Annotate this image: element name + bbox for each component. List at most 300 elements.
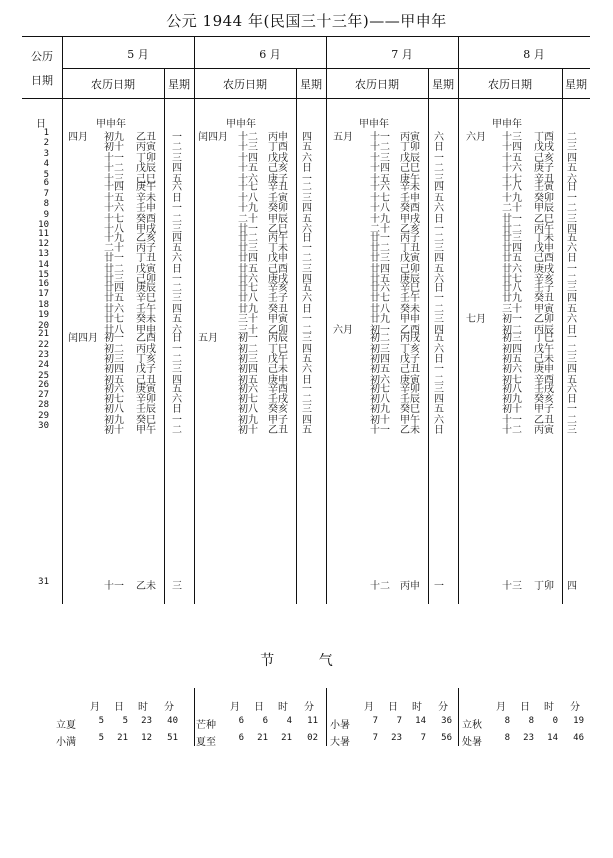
lunar-day: 初六: [370, 374, 390, 386]
solar-term-value: 21: [281, 733, 292, 743]
solar-term-value: 5: [98, 733, 104, 743]
weekday: 一: [434, 152, 444, 164]
weekday: 二: [434, 163, 444, 175]
ganzhi: 壬寅: [534, 182, 554, 194]
weekday: 一: [172, 274, 182, 286]
weekday: 四: [567, 223, 577, 235]
gregorian-day: 26: [38, 379, 49, 390]
ganzhi: 辛亥: [268, 282, 288, 294]
weekday: 二: [567, 203, 577, 215]
weekday: 六: [172, 182, 182, 194]
weekday: 三: [172, 581, 182, 592]
lunar-day: 廿二: [238, 232, 258, 244]
ganzhi: 庚午: [400, 173, 420, 185]
solar-term-col-header: 月: [364, 702, 374, 713]
ganzhi: 癸卯: [534, 192, 554, 204]
ganzhi: 戊子: [136, 364, 156, 376]
solar-term-value: 46: [573, 733, 584, 743]
weekday: 六: [302, 293, 312, 305]
month-header: 7 月: [391, 48, 413, 61]
weekday: 四: [434, 253, 444, 265]
ganzhi: 戊寅: [400, 253, 420, 265]
weekday: 六: [434, 203, 444, 215]
ganzhi: 丙子: [136, 243, 156, 254]
lunar-day: 廿四: [104, 282, 124, 294]
weekday: 三: [434, 173, 444, 185]
ganzhi: 壬午: [400, 293, 420, 305]
weekday: 一: [302, 243, 312, 254]
lunar-day: 十七: [370, 192, 390, 204]
lunar-day: 十三: [370, 152, 390, 164]
ganzhi: 壬辰: [400, 393, 420, 405]
ganzhi: 癸亥: [534, 393, 554, 405]
weekday: 五: [302, 425, 312, 437]
weekday: 五: [567, 303, 577, 315]
weekday: 五: [172, 383, 182, 395]
top-rule: [22, 36, 590, 37]
ganzhi: 丁酉: [268, 142, 288, 154]
lunar-day: 廿二: [104, 263, 124, 275]
ganzhi: 壬申: [400, 192, 420, 204]
weekday: 一: [434, 293, 444, 305]
ganzhi: 丁巳: [268, 343, 288, 355]
weekday: 六: [567, 173, 577, 185]
col-divider: [458, 36, 459, 604]
ganzhi: 己酉: [534, 253, 554, 265]
lunar-day: 初二: [370, 333, 390, 345]
ganzhi: 癸丑: [534, 293, 554, 305]
lunar-date-header: 农历日期: [91, 78, 135, 91]
ganzhi: 丙寅: [534, 425, 554, 437]
lunar-day: 十八: [238, 192, 258, 204]
gregorian-day: 13: [38, 249, 49, 260]
lunar-day: 廿七: [502, 274, 522, 286]
ganzhi: 乙卯: [534, 314, 554, 326]
ganzhi: 甲戌: [136, 223, 156, 235]
gregorian-day: 15: [38, 270, 49, 281]
ganzhi: 戊申: [268, 253, 288, 265]
ganzhi: 庚辰: [136, 282, 156, 294]
solar-term-col-header: 日: [114, 702, 124, 713]
lunar-day: 十一: [104, 581, 124, 592]
ganzhi: 甲申: [136, 324, 156, 336]
ganzhi: 庚子: [268, 173, 288, 185]
weekday: 三: [172, 293, 182, 305]
solar-term-col-header: 月: [230, 702, 240, 713]
lunar-day: 初九: [238, 414, 258, 426]
lunar-day: 十九: [238, 203, 258, 215]
weekday: 六: [434, 132, 444, 143]
weekday: 五: [567, 232, 577, 244]
weekday: 二: [172, 142, 182, 154]
ganzhi: 乙亥: [400, 223, 420, 235]
ganzhi: 庚辰: [400, 274, 420, 286]
lunar-day: 廿四: [238, 253, 258, 265]
ganzhi: 甲辰: [534, 203, 554, 215]
ganzhi: 壬辰: [136, 404, 156, 416]
weekday: 四: [567, 581, 577, 592]
ganzhi: 壬子: [534, 282, 554, 294]
gregorian-day: 24: [38, 360, 49, 371]
col-divider: [164, 68, 165, 604]
col-divider: [562, 68, 563, 604]
solar-term-value: 5: [122, 716, 128, 726]
ganzhi: 癸未: [400, 303, 420, 315]
lunar-day: 初一: [370, 324, 390, 336]
lunar-day: 初十: [104, 142, 124, 154]
ganzhi: 辛酉: [534, 374, 554, 386]
weekday: 日: [434, 213, 444, 225]
corner-date-label: 日期: [31, 74, 53, 87]
ganzhi: 甲寅: [268, 314, 288, 326]
ganzhi: 壬戌: [268, 393, 288, 405]
lunar-month-marker: 六月: [333, 324, 353, 336]
ganzhi: 丙戌: [136, 343, 156, 355]
solar-term-col-header: 分: [438, 702, 448, 713]
solar-term-value: 36: [441, 716, 452, 726]
weekday: 日: [302, 374, 312, 386]
ganzhi: 癸亥: [268, 404, 288, 416]
lunar-day: 初八: [502, 383, 522, 395]
lunar-day: 十二: [238, 132, 258, 143]
ganzhi: 己丑: [400, 364, 420, 376]
lunar-day: 十四: [502, 142, 522, 154]
lunar-day: 廿九: [238, 303, 258, 315]
lunar-day: 初五: [370, 364, 390, 376]
ganzhi: 辛未: [136, 192, 156, 204]
solar-term-value: 7: [396, 716, 402, 726]
ganzhi: 己亥: [534, 152, 554, 164]
lunar-month-marker: 闰四月: [198, 132, 228, 143]
lunar-day: 廿四: [502, 243, 522, 254]
lunar-day: 廿三: [238, 243, 258, 254]
solar-term-value: 6: [262, 716, 268, 726]
day-label: 日: [36, 119, 46, 130]
ganzhi: 乙丑: [534, 414, 554, 426]
weekday: 五: [567, 163, 577, 175]
lunar-day: 廿八: [370, 303, 390, 315]
lunar-date-header: 农历日期: [488, 78, 532, 91]
lunar-day: 十六: [502, 163, 522, 175]
lunar-day: 初六: [238, 383, 258, 395]
lunar-day: 初三: [502, 333, 522, 345]
lunar-day: 十二: [370, 581, 390, 592]
solar-term-value: 19: [573, 716, 584, 726]
weekday: 日: [434, 354, 444, 365]
year-label: 甲申年: [492, 119, 522, 130]
ganzhi: 壬申: [136, 203, 156, 215]
lunar-day: 十九: [370, 213, 390, 225]
solar-term-value: 5: [98, 716, 104, 726]
corner-gregorian-label: 公历: [31, 50, 53, 63]
lunar-month-marker: 五月: [333, 132, 353, 143]
lunar-day: 初九: [370, 404, 390, 416]
ganzhi: 戊申: [534, 243, 554, 254]
ganzhi: 丁未: [534, 232, 554, 244]
weekday: 二: [172, 425, 182, 437]
ganzhi: 癸未: [136, 314, 156, 326]
weekday: 日: [302, 232, 312, 244]
weekday: 六: [172, 393, 182, 405]
weekday: 五: [302, 282, 312, 294]
weekday: 二: [302, 393, 312, 405]
month-header: 8 月: [523, 48, 545, 61]
solar-term-value: 40: [167, 716, 178, 726]
lunar-month-marker: 闰四月: [68, 333, 98, 345]
weekday: 一: [172, 414, 182, 426]
lunar-day: 廿七: [104, 314, 124, 326]
lunar-day: 初三: [370, 343, 390, 355]
gregorian-day: 11: [38, 228, 49, 239]
solar-term-value: 8: [528, 716, 534, 726]
weekday: 日: [434, 282, 444, 294]
weekday: 三: [302, 333, 312, 345]
lunar-day: 初二: [502, 324, 522, 336]
lunar-date-header: 农历日期: [355, 78, 399, 91]
ganzhi: 乙酉: [400, 324, 420, 336]
solar-term-col-header: 月: [496, 702, 506, 713]
gregorian-day: 23: [38, 350, 49, 360]
gregorian-day: 3: [43, 148, 49, 159]
ganzhi: 丙寅: [400, 132, 420, 143]
weekday: 四: [567, 364, 577, 376]
lunar-day: 十五: [370, 173, 390, 185]
ganzhi: 丁亥: [400, 343, 420, 355]
lunar-day: 初五: [238, 374, 258, 386]
ganzhi: 丁丑: [400, 243, 420, 254]
ganzhi: 丁卯: [534, 581, 554, 592]
weekday: 六: [567, 314, 577, 326]
ganzhi: 己亥: [268, 163, 288, 175]
weekday: 六: [434, 414, 444, 426]
weekday: 五: [302, 354, 312, 365]
weekday: 五: [302, 142, 312, 154]
weekday: 六: [434, 274, 444, 286]
lunar-day: 初七: [238, 393, 258, 405]
weekday-header: 星期: [565, 78, 587, 91]
lunar-day: 初七: [370, 383, 390, 395]
weekday: 五: [172, 314, 182, 326]
weekday: 二: [567, 132, 577, 143]
ganzhi: 己卯: [136, 274, 156, 286]
weekday: 一: [434, 223, 444, 235]
lunar-day: 初一: [238, 333, 258, 345]
ganzhi: 辛亥: [534, 274, 554, 286]
weekday: 二: [302, 324, 312, 336]
lunar-day: 十二: [370, 142, 390, 154]
lunar-day: 廿二: [370, 243, 390, 254]
solar-term-value: 56: [441, 733, 452, 743]
gregorian-day: 31: [38, 577, 49, 587]
weekday: 二: [172, 354, 182, 365]
lunar-day: 初七: [104, 393, 124, 405]
lunar-day: 十一: [370, 132, 390, 143]
lunar-day: 初四: [370, 354, 390, 365]
solar-term-value: 51: [167, 733, 178, 743]
ganzhi: 乙巳: [268, 223, 288, 235]
lunar-day: 廿六: [370, 282, 390, 294]
ganzhi: 丙申: [400, 581, 420, 592]
weekday: 六: [302, 152, 312, 164]
gregorian-day: 9: [43, 209, 49, 220]
lunar-day: 初十: [370, 414, 390, 426]
weekday: 二: [567, 414, 577, 426]
solar-term-value: 23: [391, 733, 402, 743]
gregorian-day: 19: [38, 310, 49, 321]
ganzhi: 丙辰: [534, 324, 554, 336]
weekday: 五: [172, 243, 182, 254]
lunar-day: 廿三: [370, 253, 390, 265]
lunar-day: 初八: [104, 404, 124, 416]
gregorian-day: 27: [38, 389, 49, 400]
lunar-day: 十八: [502, 182, 522, 194]
weekday: 六: [302, 223, 312, 235]
lunar-month-marker: 五月: [198, 333, 218, 345]
lunar-day: 廿四: [370, 263, 390, 275]
weekday: 二: [302, 253, 312, 265]
solar-term-col-header: 时: [278, 702, 288, 713]
ganzhi: 壬午: [136, 303, 156, 315]
ganzhi: 庚戌: [268, 274, 288, 286]
col-divider: [62, 36, 63, 604]
ganzhi: 丙辰: [268, 333, 288, 345]
gregorian-day: 5: [43, 169, 49, 180]
solar-term-value: 8: [504, 733, 510, 743]
gregorian-day: 18: [38, 299, 49, 310]
ganzhi: 乙未: [136, 581, 156, 592]
lunar-day: 初九: [104, 132, 124, 143]
solar-term-name: 小满: [56, 737, 76, 748]
lunar-day: 十五: [104, 192, 124, 204]
solar-term-col-header: 日: [520, 702, 530, 713]
lunar-date-header: 农历日期: [223, 78, 267, 91]
ganzhi: 丁丑: [136, 253, 156, 265]
lunar-day: 廿二: [502, 223, 522, 235]
ganzhi: 乙巳: [534, 213, 554, 225]
lunar-day: 初五: [502, 354, 522, 365]
month-header: 6 月: [259, 48, 281, 61]
weekday: 四: [172, 232, 182, 244]
weekday: 四: [302, 274, 312, 286]
weekday: 三: [567, 213, 577, 225]
ganzhi: 戊戌: [534, 142, 554, 154]
weekday: 日: [302, 303, 312, 315]
lunar-day: 初七: [502, 374, 522, 386]
ganzhi: 癸卯: [268, 203, 288, 215]
lunar-day: 十四: [370, 163, 390, 175]
year-label: 甲申年: [96, 119, 126, 130]
ganzhi: 丙戌: [400, 333, 420, 345]
lunar-day: 廿五: [502, 253, 522, 265]
solar-term-value: 12: [141, 733, 152, 743]
lunar-day: 十六: [238, 173, 258, 185]
ganzhi: 戊戌: [268, 152, 288, 164]
ganzhi: 癸巳: [400, 404, 420, 416]
weekday-header: 星期: [300, 78, 322, 91]
weekday: 三: [567, 142, 577, 154]
lunar-day: 二十: [370, 223, 390, 235]
month-header: 5 月: [127, 48, 149, 61]
gregorian-day: 30: [38, 421, 49, 432]
ganzhi: 庚申: [268, 374, 288, 386]
lunar-day: 初九: [104, 414, 124, 426]
weekday: 六: [434, 343, 444, 355]
weekday: 二: [172, 213, 182, 225]
ganzhi: 辛卯: [400, 383, 420, 395]
weekday: 四: [567, 293, 577, 305]
solar-term-value: 11: [307, 716, 318, 726]
weekday: 三: [434, 383, 444, 395]
lunar-day: 廿六: [238, 274, 258, 286]
weekday: 三: [172, 364, 182, 376]
lunar-day: 廿八: [104, 324, 124, 336]
ganzhi: 甲寅: [534, 303, 554, 315]
weekday: 五: [434, 333, 444, 345]
weekday: 日: [567, 182, 577, 194]
weekday-header: 星期: [432, 78, 454, 91]
lunar-day: 初六: [104, 383, 124, 395]
weekday: 日: [302, 163, 312, 175]
solar-term-name: 大暑: [330, 737, 350, 748]
ganzhi: 己丑: [136, 374, 156, 386]
lunar-day: 初十: [502, 404, 522, 416]
ganzhi: 癸丑: [268, 303, 288, 315]
weekday: 四: [172, 303, 182, 315]
lunar-day: 十一: [104, 152, 124, 164]
ganzhi: 己卯: [400, 263, 420, 275]
weekday: 三: [434, 314, 444, 326]
solar-term-value: 23: [523, 733, 534, 743]
lunar-day: 廿九: [502, 293, 522, 305]
lunar-day: 三十: [238, 314, 258, 326]
header-bottom-rule: [22, 98, 590, 99]
weekday: 四: [172, 374, 182, 386]
gregorian-day: 21: [38, 329, 49, 340]
ganzhi: 庚寅: [400, 374, 420, 386]
weekday: 一: [302, 314, 312, 326]
lunar-day: 十一: [370, 425, 390, 437]
ganzhi: 戊午: [534, 343, 554, 355]
ganzhi: 乙丑: [268, 425, 288, 437]
gregorian-day: 22: [38, 339, 49, 350]
ganzhi: 甲戌: [400, 213, 420, 225]
weekday: 五: [172, 173, 182, 185]
solar-term-col-header: 分: [570, 702, 580, 713]
weekday: 二: [567, 343, 577, 355]
lunar-day: 十三: [104, 173, 124, 185]
ganzhi: 甲申: [400, 314, 420, 326]
lunar-day: 初五: [104, 374, 124, 386]
weekday: 三: [567, 282, 577, 294]
ganzhi: 癸巳: [136, 414, 156, 426]
lunar-day: 廿五: [238, 263, 258, 275]
ganzhi: 辛巳: [136, 293, 156, 305]
ganzhi: 丙午: [534, 223, 554, 235]
solar-term-col-header: 分: [164, 702, 174, 713]
lunar-day: 廿五: [370, 274, 390, 286]
weekday: 三: [302, 404, 312, 416]
lunar-day: 初四: [502, 343, 522, 355]
solar-term-value: 21: [117, 733, 128, 743]
col-divider: [326, 36, 327, 604]
lunar-day: 十四: [104, 182, 124, 194]
lunar-day: 廿三: [104, 274, 124, 286]
weekday: 一: [172, 343, 182, 355]
ganzhi: 庚子: [534, 163, 554, 175]
lunar-day: 初二: [238, 343, 258, 355]
solar-term-name: 夏至: [196, 737, 216, 748]
weekday: 二: [567, 274, 577, 286]
